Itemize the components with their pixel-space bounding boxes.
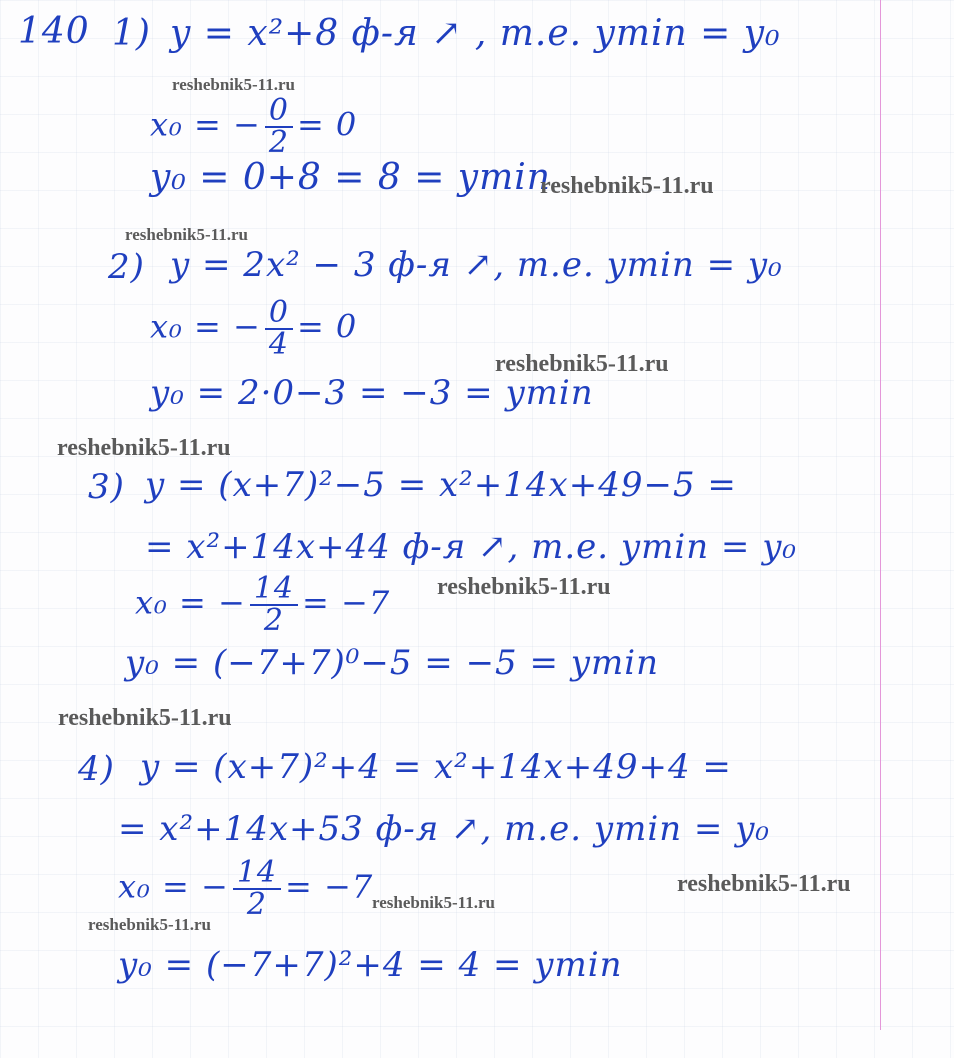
- p3-x0-lhs: x₀ = −: [135, 583, 246, 622]
- p4-x0-line: [118, 855, 374, 922]
- p3-line2: = x²+14x+44 ф-я ↗, т.е. ymin = y₀: [145, 527, 798, 567]
- watermark: reshebnik5-11.ru: [495, 351, 669, 377]
- p3-x0-rhs: = −7: [302, 583, 391, 622]
- p2-label: 2): [108, 247, 145, 287]
- p2-x0-numerator: 0: [265, 298, 293, 330]
- watermark: reshebnik5-11.ru: [88, 915, 211, 934]
- watermark: reshebnik5-11.ru: [125, 225, 248, 244]
- problem-number: 140: [18, 11, 90, 52]
- p3-label: 3): [88, 467, 125, 507]
- watermark: reshebnik5-11.ru: [677, 871, 851, 897]
- p3-line1: y = (x+7)²−5 = x²+14x+49−5 =: [145, 465, 737, 505]
- p1-x0-lhs: x₀ = −: [150, 105, 261, 144]
- margin-line: [880, 0, 881, 1030]
- p4-x0-lhs: x₀ = −: [118, 867, 229, 906]
- p2-x0-fraction: [265, 295, 293, 362]
- p4-label: 4): [78, 749, 115, 789]
- p4-line1: y = (x+7)²+4 = x²+14x+49+4 =: [140, 747, 732, 787]
- p4-x0-fraction: [233, 855, 281, 922]
- p2-x0-line: [150, 295, 358, 362]
- p1-y0-line: y₀ = 0+8 = 8 = ymin: [150, 157, 551, 198]
- p2-x0-denominator: 4: [268, 327, 289, 362]
- p1-x0-rhs: = 0: [296, 105, 358, 144]
- watermark: reshebnik5-11.ru: [172, 75, 295, 94]
- p2-y0-line: y₀ = 2·0−3 = −3 = ymin: [150, 373, 594, 413]
- p4-x0-numerator: 14: [233, 858, 281, 890]
- watermark: reshebnik5-11.ru: [57, 435, 231, 461]
- p4-y0-line: y₀ = (−7+7)²+4 = 4 = ymin: [118, 945, 623, 985]
- watermark: reshebnik5-11.ru: [372, 893, 495, 912]
- p1-label: 1): [112, 13, 151, 54]
- watermark: reshebnik5-11.ru: [437, 574, 611, 600]
- p3-y0-line: y₀ = (−7+7)⁰−5 = −5 = ymin: [125, 643, 660, 683]
- p4-x0-denominator: 2: [246, 887, 267, 922]
- p4-x0-rhs: = −7: [285, 867, 374, 906]
- p2-function-line: y = 2x² − 3 ф-я ↗, т.е. ymin = y₀: [170, 245, 783, 285]
- p1-x0-denominator: 2: [268, 125, 289, 160]
- p2-x0-rhs: = 0: [296, 307, 358, 346]
- p3-x0-numerator: 14: [250, 574, 298, 606]
- p3-x0-denominator: 2: [263, 603, 284, 638]
- p2-x0-lhs: x₀ = −: [150, 307, 261, 346]
- watermark: reshebnik5-11.ru: [540, 173, 714, 199]
- p1-x0-fraction: [265, 93, 293, 160]
- p4-line2: = x²+14x+53 ф-я ↗, т.е. ymin = y₀: [118, 809, 771, 849]
- p1-x0-line: [150, 93, 358, 160]
- p3-x0-fraction: [250, 571, 298, 638]
- watermark: reshebnik5-11.ru: [58, 705, 232, 731]
- p1-function-line: y = x²+8 ф-я ↗ , т.е. ymin = y₀: [170, 13, 781, 54]
- p3-x0-line: [135, 571, 391, 638]
- p1-x0-numerator: 0: [265, 96, 293, 128]
